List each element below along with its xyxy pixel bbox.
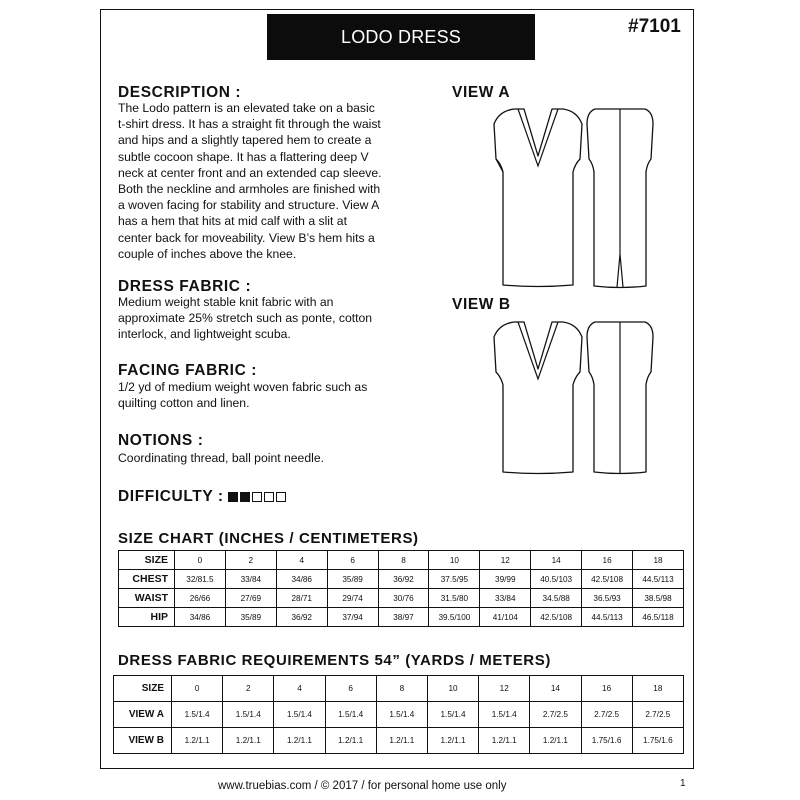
dress-fabric-heading: DRESS FABRIC :	[118, 278, 252, 295]
table-cell: 2	[225, 551, 276, 570]
size-chart-title: SIZE CHART (INCHES / CENTIMETERS)	[118, 530, 419, 547]
row-header-cell: HIP	[119, 608, 175, 627]
table-cell: 1.75/1.6	[581, 728, 632, 754]
table-cell: 12	[479, 676, 530, 702]
text-line: a woven facing for stability and structure. View A	[118, 198, 380, 213]
text-line: approximate 25% stretch such as ponte, cotton	[118, 311, 373, 326]
table-cell: 8	[378, 551, 429, 570]
table-cell: 10	[427, 676, 478, 702]
table-cell: 36.5/93	[582, 589, 633, 608]
table-cell: 16	[582, 551, 633, 570]
table-cell: 2	[223, 676, 274, 702]
text-line: quilting cotton and linen.	[118, 396, 250, 411]
difficulty-box	[264, 492, 274, 502]
table-cell: 30/76	[378, 589, 429, 608]
footer-copyright: www.truebias.com / © 2017 / for personal home use only	[218, 780, 507, 792]
description-heading: DESCRIPTION :	[118, 84, 242, 101]
table-cell: 42.5/108	[582, 570, 633, 589]
table-cell: 2.7/2.5	[632, 702, 683, 728]
table-cell: 35/89	[327, 570, 378, 589]
text-line: and hips and a slightly tapered hem to create a	[118, 133, 372, 148]
view-a-label: VIEW A	[452, 84, 511, 101]
table-cell: 16	[581, 676, 632, 702]
table-cell: 34/86	[276, 570, 327, 589]
table-cell: 14	[531, 551, 582, 570]
table-cell: 1.2/1.1	[530, 728, 581, 754]
table-cell: 0	[175, 551, 226, 570]
difficulty-rating	[118, 488, 288, 506]
table-cell: 1.2/1.1	[479, 728, 530, 754]
table-cell: 1.5/1.4	[376, 702, 427, 728]
table-cell: 6	[325, 676, 376, 702]
table-cell: 33/84	[480, 589, 531, 608]
row-header-cell: WAIST	[119, 589, 175, 608]
table-cell: 36/92	[276, 608, 327, 627]
table-cell: 38/97	[378, 608, 429, 627]
table-cell: 40.5/103	[531, 570, 582, 589]
table-cell: 4	[274, 676, 325, 702]
table-cell: 37/94	[327, 608, 378, 627]
table-cell: 14	[530, 676, 581, 702]
text-line: subtle cocoon shape. It has a flattering deep V	[118, 149, 369, 164]
table-cell: 1.5/1.4	[479, 702, 530, 728]
text-line: interlock, and lightweight scuba.	[118, 327, 291, 342]
table-cell: 34/86	[175, 608, 226, 627]
table-cell: 1.2/1.1	[376, 728, 427, 754]
view-b-back-illustration	[585, 317, 655, 477]
table-row	[114, 702, 684, 728]
table-cell: 44.5/113	[633, 570, 684, 589]
notions-text	[118, 450, 324, 466]
table-cell: 31.5/80	[429, 589, 480, 608]
text-line: Both the neckline and armholes are finished with	[118, 182, 381, 197]
table-cell: 1.5/1.4	[223, 702, 274, 728]
table-cell: 8	[376, 676, 427, 702]
table-cell: 46.5/118	[633, 608, 684, 627]
row-header-cell: CHEST	[119, 570, 175, 589]
notions-heading: NOTIONS :	[118, 432, 204, 449]
table-cell: 32/81.5	[175, 570, 226, 589]
table-cell: 34.5/88	[531, 589, 582, 608]
fabric-requirements-table	[113, 675, 684, 754]
table-row	[119, 589, 684, 608]
table-cell: 42.5/108	[531, 608, 582, 627]
difficulty-box	[240, 492, 250, 502]
table-cell: 1.5/1.4	[325, 702, 376, 728]
table-cell: 2.7/2.5	[530, 702, 581, 728]
text-line: center back for moveability. View B’s hem hits a	[118, 230, 375, 245]
table-cell: 36/92	[378, 570, 429, 589]
table-cell: 29/74	[327, 589, 378, 608]
view-a-front-illustration	[493, 104, 583, 294]
table-cell: 37.5/95	[429, 570, 480, 589]
facing-fabric-heading: FACING FABRIC :	[118, 362, 258, 379]
text-line: Coordinating thread, ball point needle.	[118, 451, 324, 465]
difficulty-boxes	[228, 492, 288, 502]
dress-fabric-text	[118, 294, 372, 343]
difficulty-box	[228, 492, 238, 502]
table-cell: 35/89	[225, 608, 276, 627]
table-row	[119, 570, 684, 589]
table-cell: 1.2/1.1	[223, 728, 274, 754]
pattern-title: LODO DRESS	[267, 14, 535, 60]
text-line: t-shirt dress. It has a straight fit through the waist	[118, 117, 381, 132]
fabric-requirements-title: DRESS FABRIC REQUIREMENTS 54” (YARDS / METERS)	[118, 652, 551, 669]
table-cell: 38.5/98	[633, 589, 684, 608]
row-header-cell: SIZE	[119, 551, 175, 570]
description-text	[118, 100, 382, 262]
table-cell: 12	[480, 551, 531, 570]
difficulty-label: DIFFICULTY :	[118, 488, 224, 505]
table-cell: 33/84	[225, 570, 276, 589]
table-cell: 18	[632, 676, 683, 702]
table-cell: 1.2/1.1	[325, 728, 376, 754]
difficulty-box	[276, 492, 286, 502]
table-cell: 39/99	[480, 570, 531, 589]
table-cell: 39.5/100	[429, 608, 480, 627]
row-header-cell: SIZE	[114, 676, 172, 702]
view-b-front-illustration	[493, 317, 583, 477]
difficulty-box	[252, 492, 262, 502]
view-a-back-illustration	[585, 104, 655, 294]
view-b-label: VIEW B	[452, 296, 511, 313]
table-cell: 41/104	[480, 608, 531, 627]
pattern-number: #7101	[628, 16, 681, 37]
table-row	[114, 728, 684, 754]
row-header-cell: VIEW B	[114, 728, 172, 754]
text-line: has a hem that hits at mid calf with a slit at	[118, 214, 347, 229]
table-row	[119, 551, 684, 570]
table-cell: 1.2/1.1	[274, 728, 325, 754]
table-cell: 1.75/1.6	[632, 728, 683, 754]
table-cell: 44.5/113	[582, 608, 633, 627]
table-cell: 18	[633, 551, 684, 570]
table-cell: 10	[429, 551, 480, 570]
table-cell: 1.2/1.1	[172, 728, 223, 754]
table-cell: 2.7/2.5	[581, 702, 632, 728]
table-cell: 0	[172, 676, 223, 702]
table-cell: 1.5/1.4	[172, 702, 223, 728]
text-line: Medium weight stable knit fabric with an	[118, 295, 334, 309]
text-line: neck at center front and an extended cap sleeve.	[118, 165, 382, 180]
size-chart-table	[118, 550, 684, 627]
text-line: 1/2 yd of medium weight woven fabric such as	[118, 380, 368, 394]
text-line: couple of inches above the knee.	[118, 246, 297, 261]
text-line: The Lodo pattern is an elevated take on a basic	[118, 101, 375, 115]
table-cell: 6	[327, 551, 378, 570]
table-row	[119, 608, 684, 627]
table-cell: 1.5/1.4	[274, 702, 325, 728]
table-cell: 26/66	[175, 589, 226, 608]
table-cell: 1.2/1.1	[427, 728, 478, 754]
table-cell: 28/71	[276, 589, 327, 608]
table-cell: 1.5/1.4	[427, 702, 478, 728]
table-cell: 27/69	[225, 589, 276, 608]
row-header-cell: VIEW A	[114, 702, 172, 728]
table-row	[114, 676, 684, 702]
page-number: 1	[680, 778, 686, 789]
table-cell: 4	[276, 551, 327, 570]
facing-fabric-text	[118, 379, 367, 411]
